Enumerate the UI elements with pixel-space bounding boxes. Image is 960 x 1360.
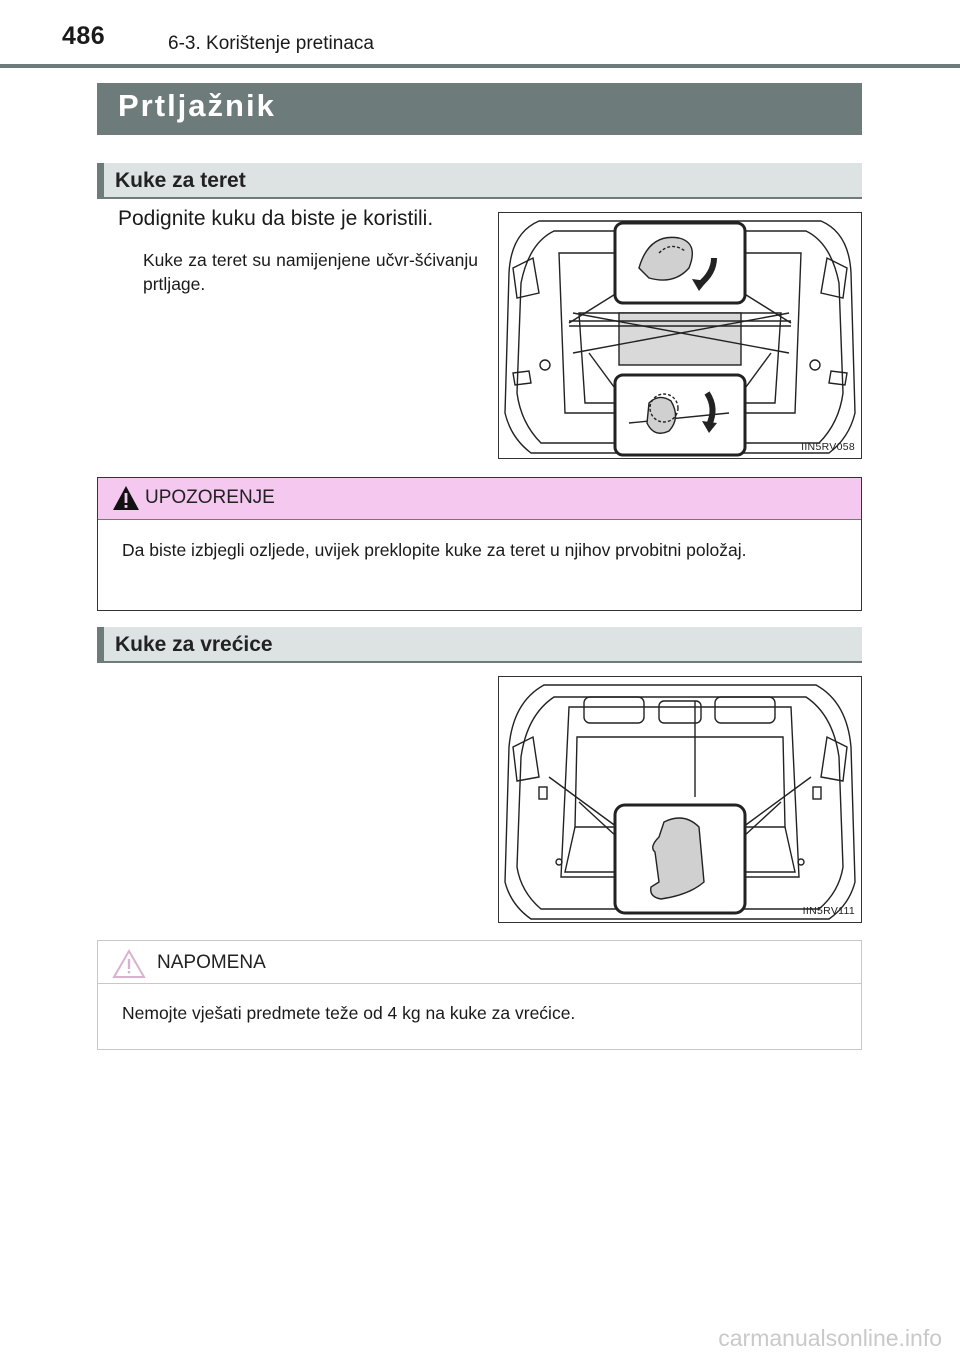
instruction-text: Podignite kuku da biste je koristili. bbox=[118, 207, 434, 230]
notice-header bbox=[98, 941, 861, 984]
page-number: 486 bbox=[62, 22, 106, 50]
notice-text: Nemojte vješati predmete teže od 4 kg na kuke za vrećice. bbox=[122, 1003, 576, 1023]
warning-text: Da biste izbjegli ozljede, uvijek preklopite kuke za teret u njihov prvobitni položaj. bbox=[122, 540, 747, 560]
bag-hooks-figure bbox=[498, 676, 862, 923]
warning-icon bbox=[112, 485, 140, 511]
section-accent bbox=[97, 627, 104, 661]
warning-title: UPOZORENJE bbox=[145, 487, 275, 508]
watermark: carmanualsonline.info bbox=[718, 1325, 942, 1351]
page-title: Prtljažnik bbox=[118, 88, 276, 123]
chapter-title: 6-3. Korištenje pretinaca bbox=[168, 33, 374, 54]
header-divider bbox=[0, 64, 960, 68]
warning-box bbox=[97, 477, 862, 611]
notice-box bbox=[97, 940, 862, 1050]
section-header-bag-hooks bbox=[97, 627, 862, 663]
bag-hooks-illustration bbox=[499, 677, 861, 922]
figure-code: IIN5RV058 bbox=[801, 441, 855, 453]
notice-title: NAPOMENA bbox=[157, 952, 266, 973]
description-text: Kuke za teret su namijenjene učvr-šćivanju prtljage. bbox=[143, 250, 478, 294]
section-accent bbox=[97, 163, 104, 197]
figure-code: IIN5RV111 bbox=[802, 905, 855, 917]
section-header-cargo-hooks bbox=[97, 163, 862, 199]
caution-icon bbox=[112, 949, 146, 979]
section-title: Kuke za vrećice bbox=[115, 633, 273, 656]
cargo-hooks-illustration bbox=[499, 213, 861, 458]
cargo-hooks-figure bbox=[498, 212, 862, 459]
section-title: Kuke za teret bbox=[115, 169, 246, 192]
warning-header bbox=[98, 478, 861, 520]
